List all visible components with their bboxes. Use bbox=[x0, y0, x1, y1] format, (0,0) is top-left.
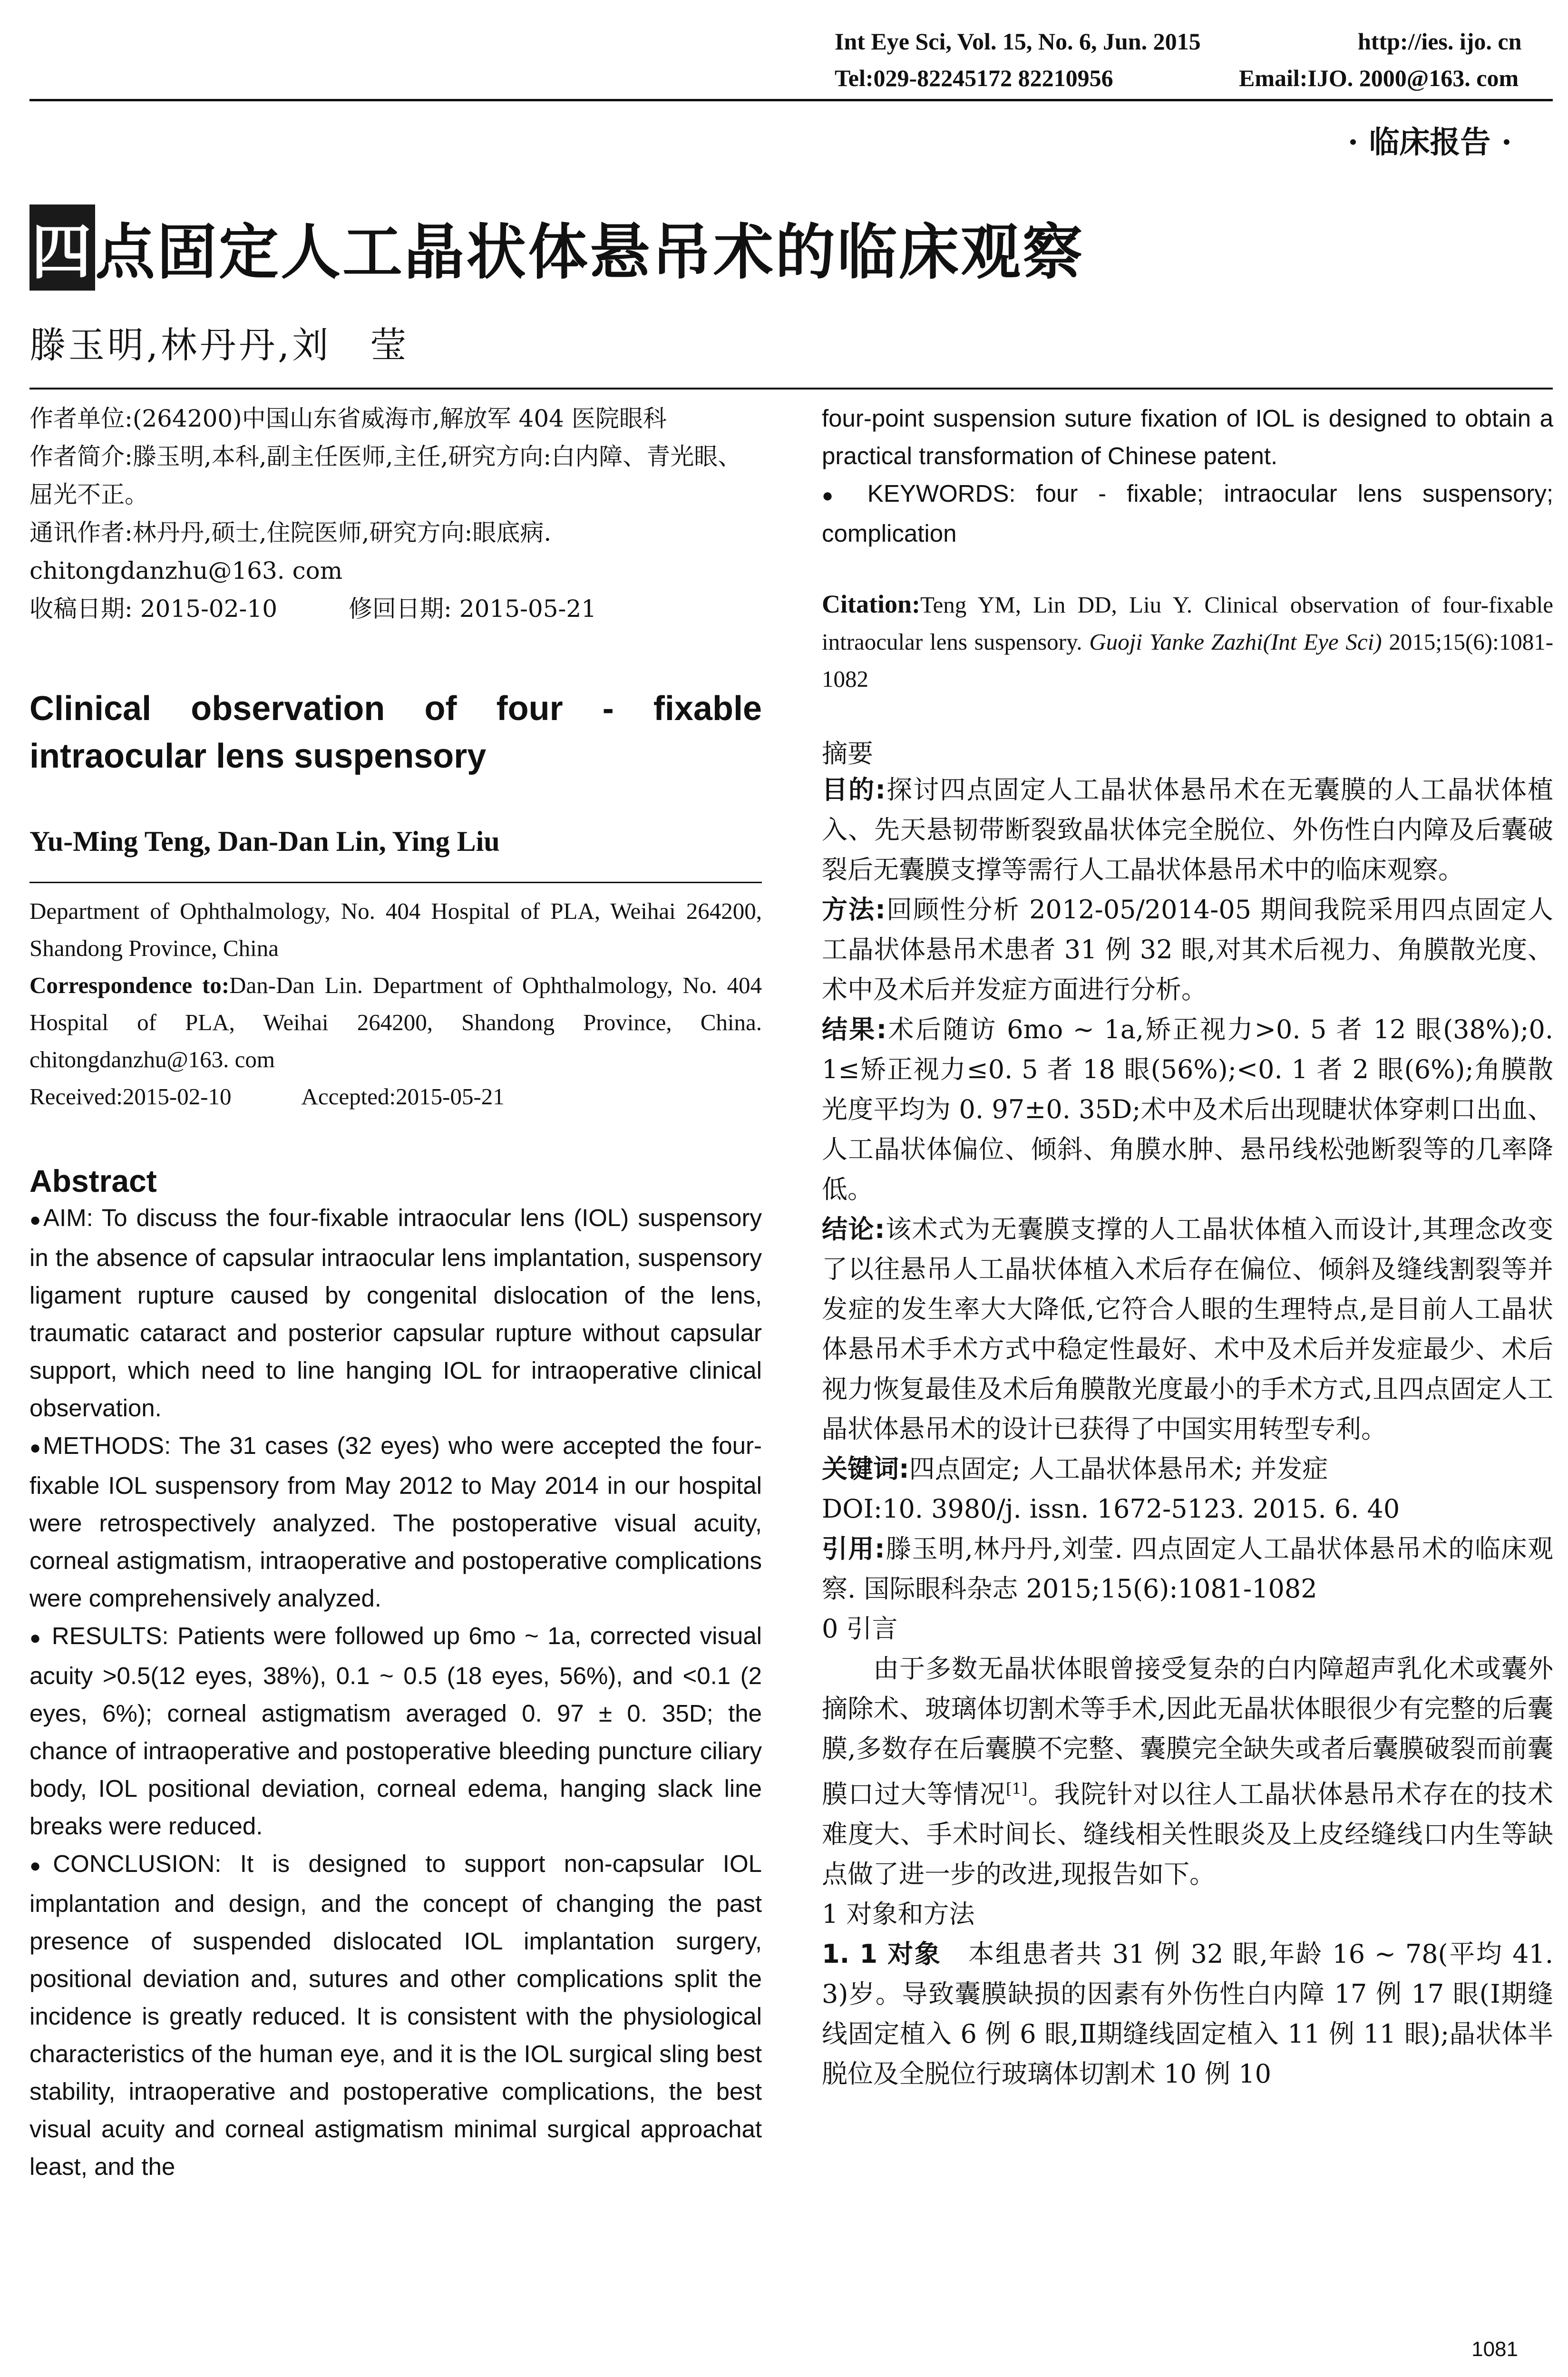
cn-methods-label: 方法: bbox=[822, 895, 886, 925]
cn-results-label: 结果: bbox=[822, 1014, 887, 1044]
cn-aim-label: 目的: bbox=[822, 775, 886, 805]
cn-conclusion-text: 该术式为无囊膜支撑的人工晶状体植入而设计,其理念改变了以往悬吊人工晶状体植入术后存在偏位、倾斜及缝线割裂等并发症的发生率大大降低,它符合人眼的生理特点,是目前人工晶状体悬吊术手术方式中稳定性最好、术中及术后并发症最少、术后视力恢复最佳及术后角膜散光度最小的手术方式,且四点固定人工晶状体悬吊术的设计已获得了中国实用转型专利。 bbox=[822, 1214, 1553, 1444]
cn-keywords-label: 关键词: bbox=[822, 1454, 909, 1484]
methods-section-heading: 1 对象和方法 bbox=[822, 1899, 975, 1929]
correspondence-text: Dan-Dan Lin. Department of Ophthalmology, No. 404 Hospital of PLA, Weihai 264200, Shandong Province, China. chitongdanzhu@163. com bbox=[29, 972, 762, 1072]
english-title: Clinical observation of four - fixable intraocular lens suspensory bbox=[29, 690, 762, 775]
affiliation-block bbox=[29, 893, 762, 1115]
right-column bbox=[822, 399, 1553, 2094]
cn-aim bbox=[822, 770, 1553, 890]
abstract-heading: Abstract bbox=[29, 1163, 157, 1198]
citation-journal: Guoji Yanke Zazhi(Int Eye Sci) bbox=[1089, 629, 1382, 655]
aim-label: AIM: bbox=[43, 1204, 93, 1231]
abstract-continued bbox=[822, 399, 1553, 552]
citation-tail: 2015;15(6):1081-1082 bbox=[822, 629, 1554, 692]
citation-text: Teng YM, Lin DD, Liu Y. Clinical observation of four-fixable intraocular lens suspensory. bbox=[822, 592, 1553, 655]
intro-text-2: 。我院针对以往人工晶状体悬吊术存在的技术难度大、手术时间长、缝线相关性眼炎及上皮经缝线口内生等缺点做了进一步的改进,现报告如下。 bbox=[822, 1779, 1554, 1889]
subjects-label: 1. 1 对象 bbox=[822, 1939, 942, 1969]
journal-tel: Tel:029-82245172 82210956 bbox=[835, 65, 1113, 91]
journal-email[interactable]: Email:IJO. 2000@163. com bbox=[1239, 65, 1519, 91]
article-title bbox=[29, 205, 1084, 291]
authors-cn: 滕玉明,林丹丹,刘 莹 bbox=[29, 324, 409, 366]
intro-text: 由于多数无晶状体眼曾接受复杂的白内障超声乳化术或囊外摘除术、玻璃体切割术等手术,因此无晶状体眼很少有完整的后囊膜,多数存在后囊膜不完整、囊膜完全缺失或者后囊膜破裂而前囊膜口过大等情况 bbox=[822, 1654, 1553, 1809]
intro-heading: 0 引言 bbox=[822, 1614, 898, 1644]
conclusion-continued: four-point suspension suture fixation of IOL is designed to obtain a practical transformation of Chinese patent. bbox=[822, 405, 1553, 469]
results-label: RESULTS: bbox=[51, 1622, 169, 1649]
bullet-icon: ● bbox=[29, 1209, 43, 1230]
abstract-body bbox=[29, 1199, 762, 2185]
cn-abstract-heading: 摘要 bbox=[822, 739, 873, 769]
affiliation-department: Department of Ophthalmology, No. 404 Hospital of PLA, Weihai 264200, Shandong Province, China bbox=[29, 898, 762, 961]
cn-methods bbox=[822, 890, 1553, 1010]
cn-methods-text: 回顾性分析 2012-05/2014-05 期间我院采用四点固定人工晶状体悬吊术患者 31 例 32 眼,对其术后视力、角膜散光度、术中及术后并发症方面进行分析。 bbox=[822, 895, 1553, 1004]
cn-results-text: 术后随访 6mo ~ 1a,矫正视力>0. 5 者 12 眼(38%);0. 1≤矫正视力≤0. 5 者 18 眼(56%);<0. 1 者 2 眼(6%);角膜散光度平均为 0. 97±0. 35D;术中及术后出现睫状体穿刺口出血、人工晶状体偏位、倾斜、角膜水肿、悬吊线松弛断裂等的几率降低。 bbox=[822, 1014, 1553, 1204]
bullet-icon: ● bbox=[29, 1855, 53, 1876]
title-rest: 点固定人工晶状体悬吊术的临床观察 bbox=[95, 217, 1084, 287]
intro-paragraph bbox=[822, 1649, 1553, 1894]
bullet-icon: ● bbox=[822, 485, 847, 506]
received-accepted: Received:2015-02-10 Accepted:2015-05-21 bbox=[29, 1083, 505, 1110]
title-rule bbox=[29, 388, 1553, 390]
correspondence-label: Correspondence to: bbox=[29, 972, 230, 998]
bullet-icon: ● bbox=[29, 1627, 43, 1648]
cn-keywords bbox=[822, 1449, 1553, 1489]
subjects-text: 本组患者共 31 例 32 眼,年龄 16 ~ 78(平均 41. 3)岁。导致囊膜缺损的因素有外伤性白内障 17 例 17 眼(Ⅰ期缝线固定植入 6 例 6 眼,Ⅱ期缝线固定植入 11 例 11 眼);晶状体半脱位及全脱位行玻璃体切割术 10 例 10 bbox=[822, 1939, 1554, 2089]
cn-keywords-text: 四点固定; 人工晶状体悬吊术; 并发症 bbox=[909, 1454, 1328, 1484]
results-text: Patients were followed up 6mo ~ 1a, corrected visual acuity >0.5(12 eyes, 38%), 0.1 ~ 0.5 (18 eyes, 56%), and <0.1 (2 eyes, 6%); corneal astigmatism averaged 0. 97 ± 0. 35D; the chance of intraoperative and postoperative bleeding puncture ciliary body, IOL positional deviation, corneal edema, hanging slack line breaks were reduced. bbox=[29, 1622, 762, 1840]
author-info-cn bbox=[29, 399, 762, 628]
citation-en bbox=[822, 585, 1553, 698]
received-dates: 收稿日期: 2015-02-10 修回日期: 2015-05-21 bbox=[29, 595, 597, 623]
cn-conclusion-label: 结论: bbox=[822, 1214, 885, 1244]
corresponding-author: 通讯作者:林丹丹,硕士,住院医师,研究方向:眼底病. chitongdanzhu@163. com bbox=[29, 519, 552, 585]
aim-text: To discuss the four-fixable intraocular lens (IOL) suspensory in the absence of capsular intraocular lens implantation, suspensory ligament rupture caused by congenital dislocation of the lens, traumatic cataract and posterior capsular rupture without capsular support, which need to line hanging IOL for intraoperative clinical observation. bbox=[29, 1204, 762, 1422]
title-first-char: 四 bbox=[29, 205, 95, 291]
abstract-conclusion bbox=[29, 1845, 762, 2185]
keywords-label: KEYWORDS: bbox=[867, 480, 1016, 507]
affiliation-rule bbox=[29, 882, 762, 883]
cn-abstract-body bbox=[822, 770, 1553, 2094]
methods-text: The 31 cases (32 eyes) who were accepted the four-fixable IOL suspensory from May 2012 to May 2014 in our hospital were retrospectively analyzed. The postoperative visual acuity, corneal astigmatism, intraoperative and postoperative complications were comprehensively analyzed. bbox=[29, 1432, 762, 1612]
author-unit: 作者单位:(264200)中国山东省威海市,解放军 404 医院眼科 bbox=[29, 405, 667, 432]
left-column bbox=[29, 399, 762, 2185]
abstract-methods bbox=[29, 1427, 762, 1617]
english-authors: Yu-Ming Teng, Dan-Dan Lin, Ying Liu bbox=[29, 826, 500, 857]
cn-citation-text: 滕玉明,林丹丹,刘莹. 四点固定人工晶状体悬吊术的临床观察. 国际眼科杂志 2015;15(6):1081-1082 bbox=[822, 1534, 1553, 1604]
correspondence bbox=[29, 967, 762, 1078]
bullet-icon: ● bbox=[29, 1437, 43, 1458]
conclusion-text: It is designed to support non-capsular IOL implantation and design, and the concept of changing the past presence of suspended dislocated IOL implantation surgery, positional deviation and, sutures and other complications split the incidence is greatly reduced. It is consistent with the physiological characteristics of the human eye, and it is the IOL surgical sling best stability, intraoperative and postoperative complications, the best visual acuity and corneal astigmatism minimal surgical approachat least, and the bbox=[29, 1850, 762, 2180]
keywords-text: four - fixable; intraocular lens suspensory; complication bbox=[822, 480, 1553, 547]
conclusion-label: CONCLUSION: bbox=[53, 1850, 222, 1877]
keywords-en bbox=[822, 475, 1553, 552]
abstract-results bbox=[29, 1617, 762, 1845]
cn-citation-label: 引用: bbox=[822, 1534, 885, 1564]
methods-label: METHODS: bbox=[43, 1432, 171, 1459]
subjects-paragraph bbox=[822, 1934, 1553, 2094]
section-tag: · 临床报告 · bbox=[1347, 125, 1512, 160]
journal-citation-line: Int Eye Sci, Vol. 15, No. 6, Jun. 2015 bbox=[835, 28, 1201, 55]
doi[interactable]: DOI:10. 3980/j. issn. 1672-5123. 2015. 6. 40 bbox=[822, 1494, 1400, 1524]
cn-citation bbox=[822, 1529, 1553, 1609]
cn-aim-text: 探讨四点固定人工晶状体悬吊术在无囊膜的人工晶状体植入、先天悬韧带断裂致晶状体完全脱位、外伤性白内障及后囊破裂后无囊膜支撑等需行人工晶状体悬吊术中的临床观察。 bbox=[822, 775, 1553, 885]
author-profile: 作者简介:滕玉明,本科,副主任医师,主任,研究方向:白内障、青光眼、屈光不正。 bbox=[29, 443, 742, 508]
citation-label: Citation: bbox=[822, 590, 920, 618]
journal-url[interactable]: http://ies. ijo. cn bbox=[1358, 28, 1522, 55]
header-rule bbox=[29, 99, 1553, 101]
reference-1[interactable]: [1] bbox=[1006, 1780, 1028, 1798]
page-number: 1081 bbox=[1471, 2338, 1518, 2361]
cn-results bbox=[822, 1010, 1553, 1209]
cn-conclusion bbox=[822, 1209, 1553, 1449]
abstract-aim bbox=[29, 1199, 762, 1427]
